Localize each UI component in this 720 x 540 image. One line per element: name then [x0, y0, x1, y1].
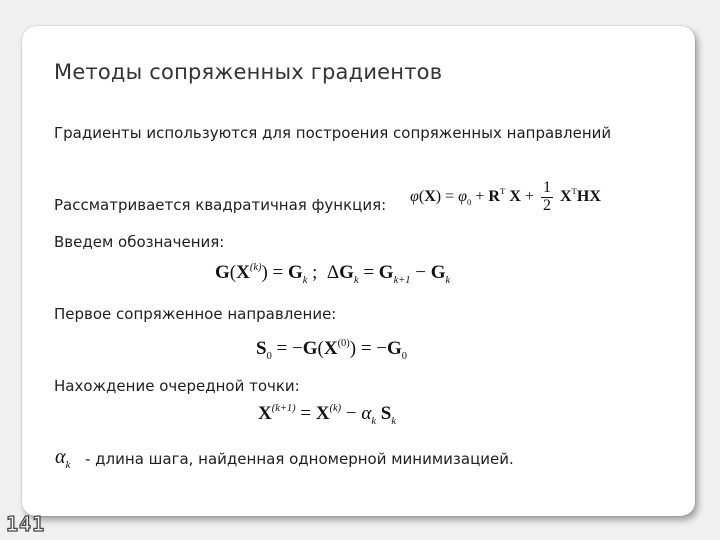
step-length-text: - длина шага, найденная одномерной минимизацией.	[85, 450, 514, 468]
notation-formula: $G(X^{(k)}) = G_k$ ; $\Delta G_k = G_{k+1} - G_k$	[215, 261, 451, 286]
slide-title: Методы сопряженных градиентов	[54, 60, 443, 84]
page-number: 141	[6, 512, 46, 536]
gradients-text: Градиенты используются для построения сопряженных направлений	[54, 124, 612, 142]
first-direction-formula: $S_0 = -G(X^{(0)}) = -G_0$	[256, 337, 408, 362]
alpha-k-symbol: $\alpha_k$	[55, 446, 71, 471]
quadratic-function-text: Рассматривается квадратичная функция:	[54, 196, 387, 214]
quadratic-function-formula: $\varphi(X) = \varphi_0 + R^T$ X + $\frac{1}{2}$ $X^THX$	[410, 179, 601, 214]
next-point-formula: $X^{(k+1)} = X^{(k)} - \alpha_k$ $S_k$	[258, 402, 396, 427]
next-point-text: Нахождение очередной точки:	[54, 377, 300, 395]
notation-text: Введем обозначения:	[54, 233, 225, 251]
first-direction-text: Первое сопряженное направление:	[54, 305, 337, 323]
